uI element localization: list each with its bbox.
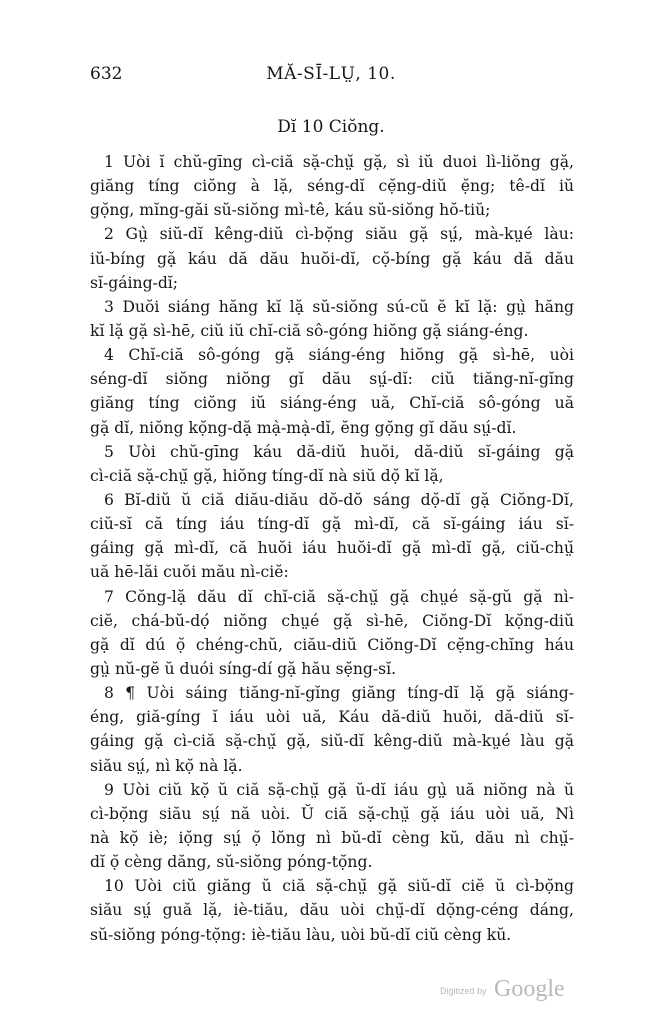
verse-block (90, 150, 574, 947)
verse-line: nà kọ̆ iè; iọ̆ng sṳ́ ọ̆ lŏng nì bŭ-dĭ cèng kŭ, dău nì chṳ̆- (90, 828, 574, 847)
verse-line: gáing gặ mì-dĭ, că huŏi iáu huŏi-dĭ gặ mì-dĭ gặ, ciŭ-chṳ̆ (90, 539, 574, 558)
verse-first-line: 1 Uòi ĭ chŭ-gīng cì-ciă sặ-chṳ̆ gặ, sì iŭ duoi lì-liŏng gặ, (104, 153, 574, 171)
verse-line: siău sṳ́ guă lặ, iè-tiău, dău uòi chṳ̆-dĭ dọ̆ng-céng dáng, (90, 901, 574, 920)
page-number: 632 (90, 64, 123, 84)
verse-line: ciĕ, chá-bŭ-dọ́ niŏng chṳé gặ sì-hē, Ciŏng-Dĭ kọ̆ng-diŭ (90, 611, 574, 630)
verse-first-line: 4 Chĭ-ciă sô-góng gặ siáng-éng hiŏng gặ sì-hē, uòi (104, 346, 574, 365)
verse-line: éng, giă-gíng ĭ iáu uòi uă, Káu dă-diŭ huŏi, dă-diŭ sĭ- (90, 708, 574, 727)
verse-line: siău sṳ́, nì kọ̆ nà lặ. (90, 756, 243, 775)
verse-line: cì-ciă sặ-chṳ̆ gặ, hiŏng tíng-dĭ nà siŭ dọ̆ kĭ lặ, (90, 466, 444, 485)
verse-first-line: 8 ¶ Uòi sáing tiăng-nĭ-gĭng giăng tíng-dĭ lặ gặ siáng- (104, 684, 574, 703)
verse-line: ciŭ-sĭ că tíng iáu tíng-dĭ gặ mì-dĭ, că sĭ-gáing iáu sĭ- (90, 515, 574, 534)
watermark-prefix: Digitized by (440, 986, 487, 996)
verse-line: kĭ lặ gặ sì-hē, ciŭ iŭ chĭ-ciă sô-góng hiŏng gặ siáng-éng. (90, 321, 529, 340)
verse-line: sĭ-gáing-dĭ; (90, 273, 179, 292)
verse-first-line: 7 Cŏng-lặ dău dĭ chĭ-ciă sặ-chṳ̆ gặ chṳé sặ-gŭ gặ nì- (104, 587, 574, 606)
verse-first-line: 3 Duŏi siáng hăng kĭ lặ sŭ-siŏng sú-cŭ ĕ kĭ lặ: gṳ̀ hăng (104, 297, 574, 316)
chapter-title: Dĭ 10 Ciŏng. (277, 117, 385, 137)
verse-first-line: 6 Bĭ-diŭ ŭ ciă diău-diău dŏ-dŏ sáng dọ̆-dĭ gặ Ciŏng-Dĭ, (104, 490, 574, 509)
verse-line: séng-dĭ siŏng niŏng gĭ dău sṳ́-dĭ: ciŭ tiăng-nĭ-gĭng (90, 370, 574, 389)
verse-line: giăng tíng ciŏng à lặ, séng-dĭ cẹ̆ng-diŭ ẹ̆ng; tê-dĭ iŭ (90, 177, 574, 196)
verse-line: dĭ ọ̆ cèng dăng, sŭ-siŏng póng-tọ̆ng. (90, 853, 373, 872)
verse-line: iŭ-bíng gặ káu dă dău huŏi-dĭ, cọ̆-bíng gặ káu dă dău (90, 249, 574, 268)
verse-first-line: 2 Gṳ̀ siŭ-dĭ kêng-diŭ cì-bọ̆ng siău gặ sṳ́, mà-kṳé làu: (104, 225, 574, 244)
verse-line: gṳ̀ nŭ-gĕ ŭ duói síng-dí gặ hău sẹ̆ng-sĭ. (90, 659, 397, 678)
verse-line: gọ̆ng, mĭng-găi sŭ-siŏng mì-tê, káu sŭ-siŏng hŏ-tiŭ; (90, 201, 491, 220)
verse-line: sŭ-siŏng póng-tọ̆ng: iè-tiău làu, uòi bŭ-dĭ ciŭ cèng kŭ. (90, 925, 512, 944)
verse-line: gáing gặ cì-ciă sặ-chṳ̆ gặ, siŭ-dĭ kêng-diŭ mà-kṳé làu gặ (90, 732, 574, 751)
digitized-by-google-watermark (440, 976, 565, 1006)
verse-first-line: 9 Uòi ciŭ kọ̆ ŭ ciă sặ-chṳ̆ gặ ŭ-dĭ iáu gṳ̀ uă niŏng nà ŭ (104, 780, 574, 799)
google-logo: Google (493, 976, 565, 1002)
verse-line: giăng tíng ciŏng iŭ siáng-éng uă, Chĭ-ciă sô-góng uă (90, 394, 574, 413)
verse-line: cì-bọ̆ng siău sṳ́ nă uòi. Ŭ ciă sặ-chṳ̆ gặ iáu uòi uă, Nì (90, 804, 574, 823)
verse-line: uă hē-lăi cuŏi mău nì-ciĕ: (90, 563, 289, 582)
running-title: MĂ-SĪ-LṲ, 10. (266, 64, 396, 84)
running-head (90, 64, 572, 90)
verse-first-line: 10 Uòi ciŭ giăng ŭ ciă sặ-chṳ̆ gặ siŭ-dĭ ciĕ ŭ cì-bọ̆ng (104, 877, 574, 896)
verse-line: gặ dĭ dú ọ̆ chéng-chŭ, ciău-diŭ Ciŏng-Dĭ cẹ̆ng-chĭng háu (90, 635, 574, 654)
verse-line: gặ dĭ, niŏng kọ̆ng-dặ mạ̀-mạ̀-dĭ, ĕng gọ̆ng gĭ dău sṳ́-dĭ. (90, 418, 517, 437)
verse-first-line: 5 Uòi chŭ-gīng káu dă-diŭ huŏi, dă-diŭ sĭ-gáing gặ (104, 442, 574, 461)
